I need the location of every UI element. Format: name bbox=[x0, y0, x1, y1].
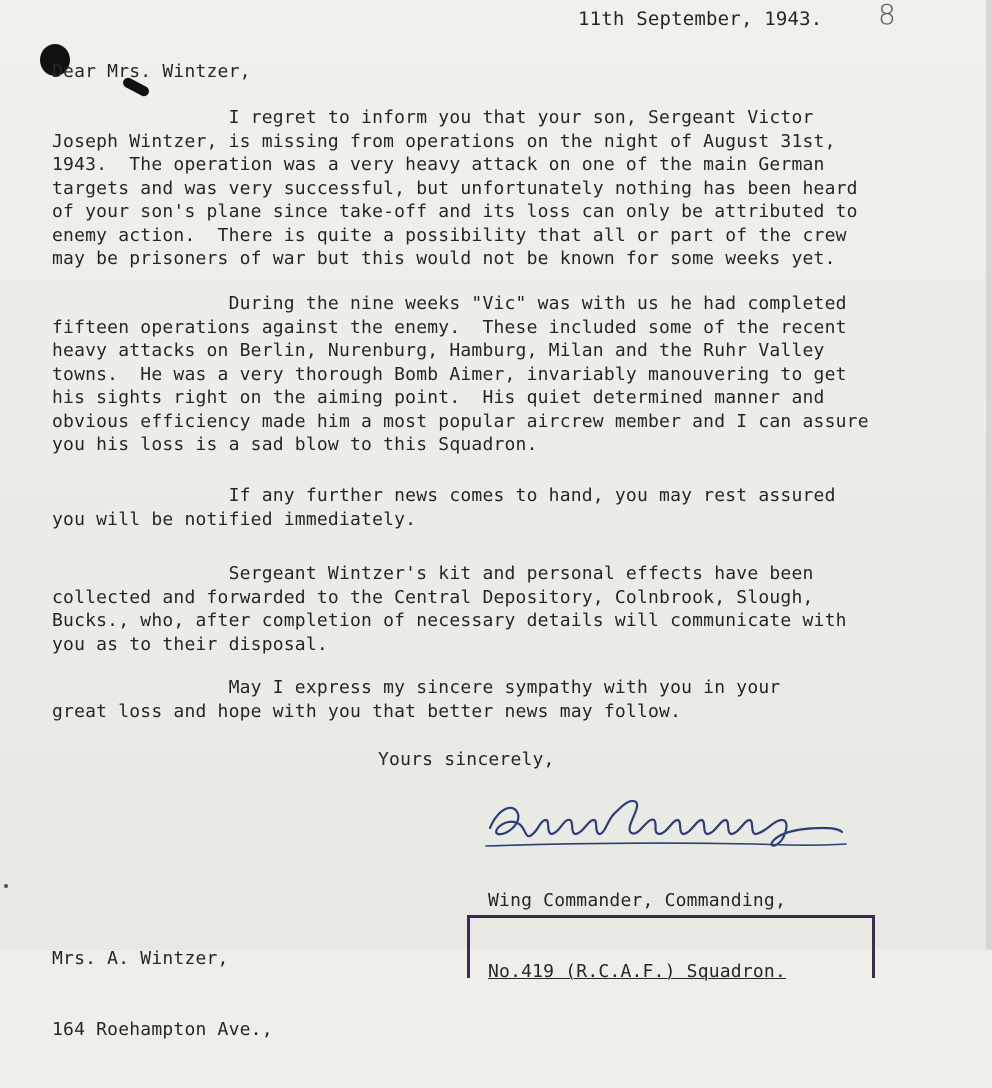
paragraph-line: you as to their disposal. bbox=[52, 633, 328, 655]
paragraph-line: may be prisoners of war but this would not be known for some weeks yet. bbox=[52, 248, 836, 269]
paragraph-line: fifteen operations against the enemy. These included some of the recent bbox=[52, 316, 847, 338]
paragraph-1 bbox=[52, 106, 858, 271]
margin-dot bbox=[4, 884, 8, 888]
paragraph-line: May I express my sincere sympathy with you in your bbox=[52, 677, 781, 698]
paragraph-line: targets and was very successful, but unfortunately nothing has been heard bbox=[52, 177, 858, 199]
paragraph-line: heavy attacks on Berlin, Nurenburg, Hamburg, Milan and the Ruhr Valley bbox=[52, 340, 825, 361]
signature-unit: No.419 (R.C.A.F.) Squadron. bbox=[488, 960, 786, 982]
address-name: Mrs. A. Wintzer, bbox=[52, 948, 229, 969]
paragraph-line: During the nine weeks "Vic" was with us he had completed bbox=[52, 293, 847, 314]
stamp-box bbox=[467, 915, 875, 978]
paragraph-2 bbox=[52, 292, 869, 457]
paragraph-line: great loss and hope with you that better news may follow. bbox=[52, 700, 682, 722]
paragraph-line: Sergeant Wintzer's kit and personal effects have been bbox=[52, 563, 814, 584]
closing: Yours sincerely, bbox=[378, 749, 555, 770]
paragraph-line: I regret to inform you that your son, Sergeant Victor bbox=[52, 107, 814, 128]
signature-title: Wing Commander, Commanding, bbox=[488, 890, 786, 911]
scan-edge bbox=[986, 0, 992, 950]
paragraph-line: you will be notified immediately. bbox=[52, 508, 417, 530]
paragraph-4 bbox=[52, 562, 847, 656]
paragraph-line: Joseph Wintzer, is missing from operations on the night of August 31st, bbox=[52, 130, 836, 152]
letter-date: 11th September, 1943. bbox=[578, 8, 823, 30]
paragraph-line: collected and forwarded to the Central Depository, Colnbrook, Slough, bbox=[52, 586, 814, 608]
page-number-mark: 8 bbox=[878, 0, 896, 31]
paragraph-line: you his loss is a sad blow to this Squadron. bbox=[52, 434, 538, 455]
paragraph-line: enemy action. There is quite a possibility that all or part of the crew bbox=[52, 224, 847, 246]
paragraph-line: obvious efficiency made him a most popular aircrew member and I can assure bbox=[52, 410, 869, 432]
salutation: Dear Mrs. Wintzer, bbox=[52, 61, 251, 82]
paragraph-line: his sights right on the aiming point. His quiet determined manner and bbox=[52, 387, 825, 408]
paragraph-line: of your son's plane since take-off and its loss can only be attributed to bbox=[52, 201, 858, 222]
paragraph-line: If any further news comes to hand, you may rest assured bbox=[52, 485, 836, 506]
paragraph-line: towns. He was a very thorough Bomb Aimer, invariably manouvering to get bbox=[52, 363, 847, 385]
address-street: 164 Roehampton Ave., bbox=[52, 1018, 273, 1040]
paragraph-5 bbox=[52, 676, 780, 723]
paragraph-3 bbox=[52, 484, 836, 531]
recipient-address bbox=[52, 900, 273, 1088]
paragraph-line: 1943. The operation was a very heavy attack on one of the main German bbox=[52, 154, 825, 175]
paragraph-line: Bucks., who, after completion of necessary details will communicate with bbox=[52, 610, 847, 631]
